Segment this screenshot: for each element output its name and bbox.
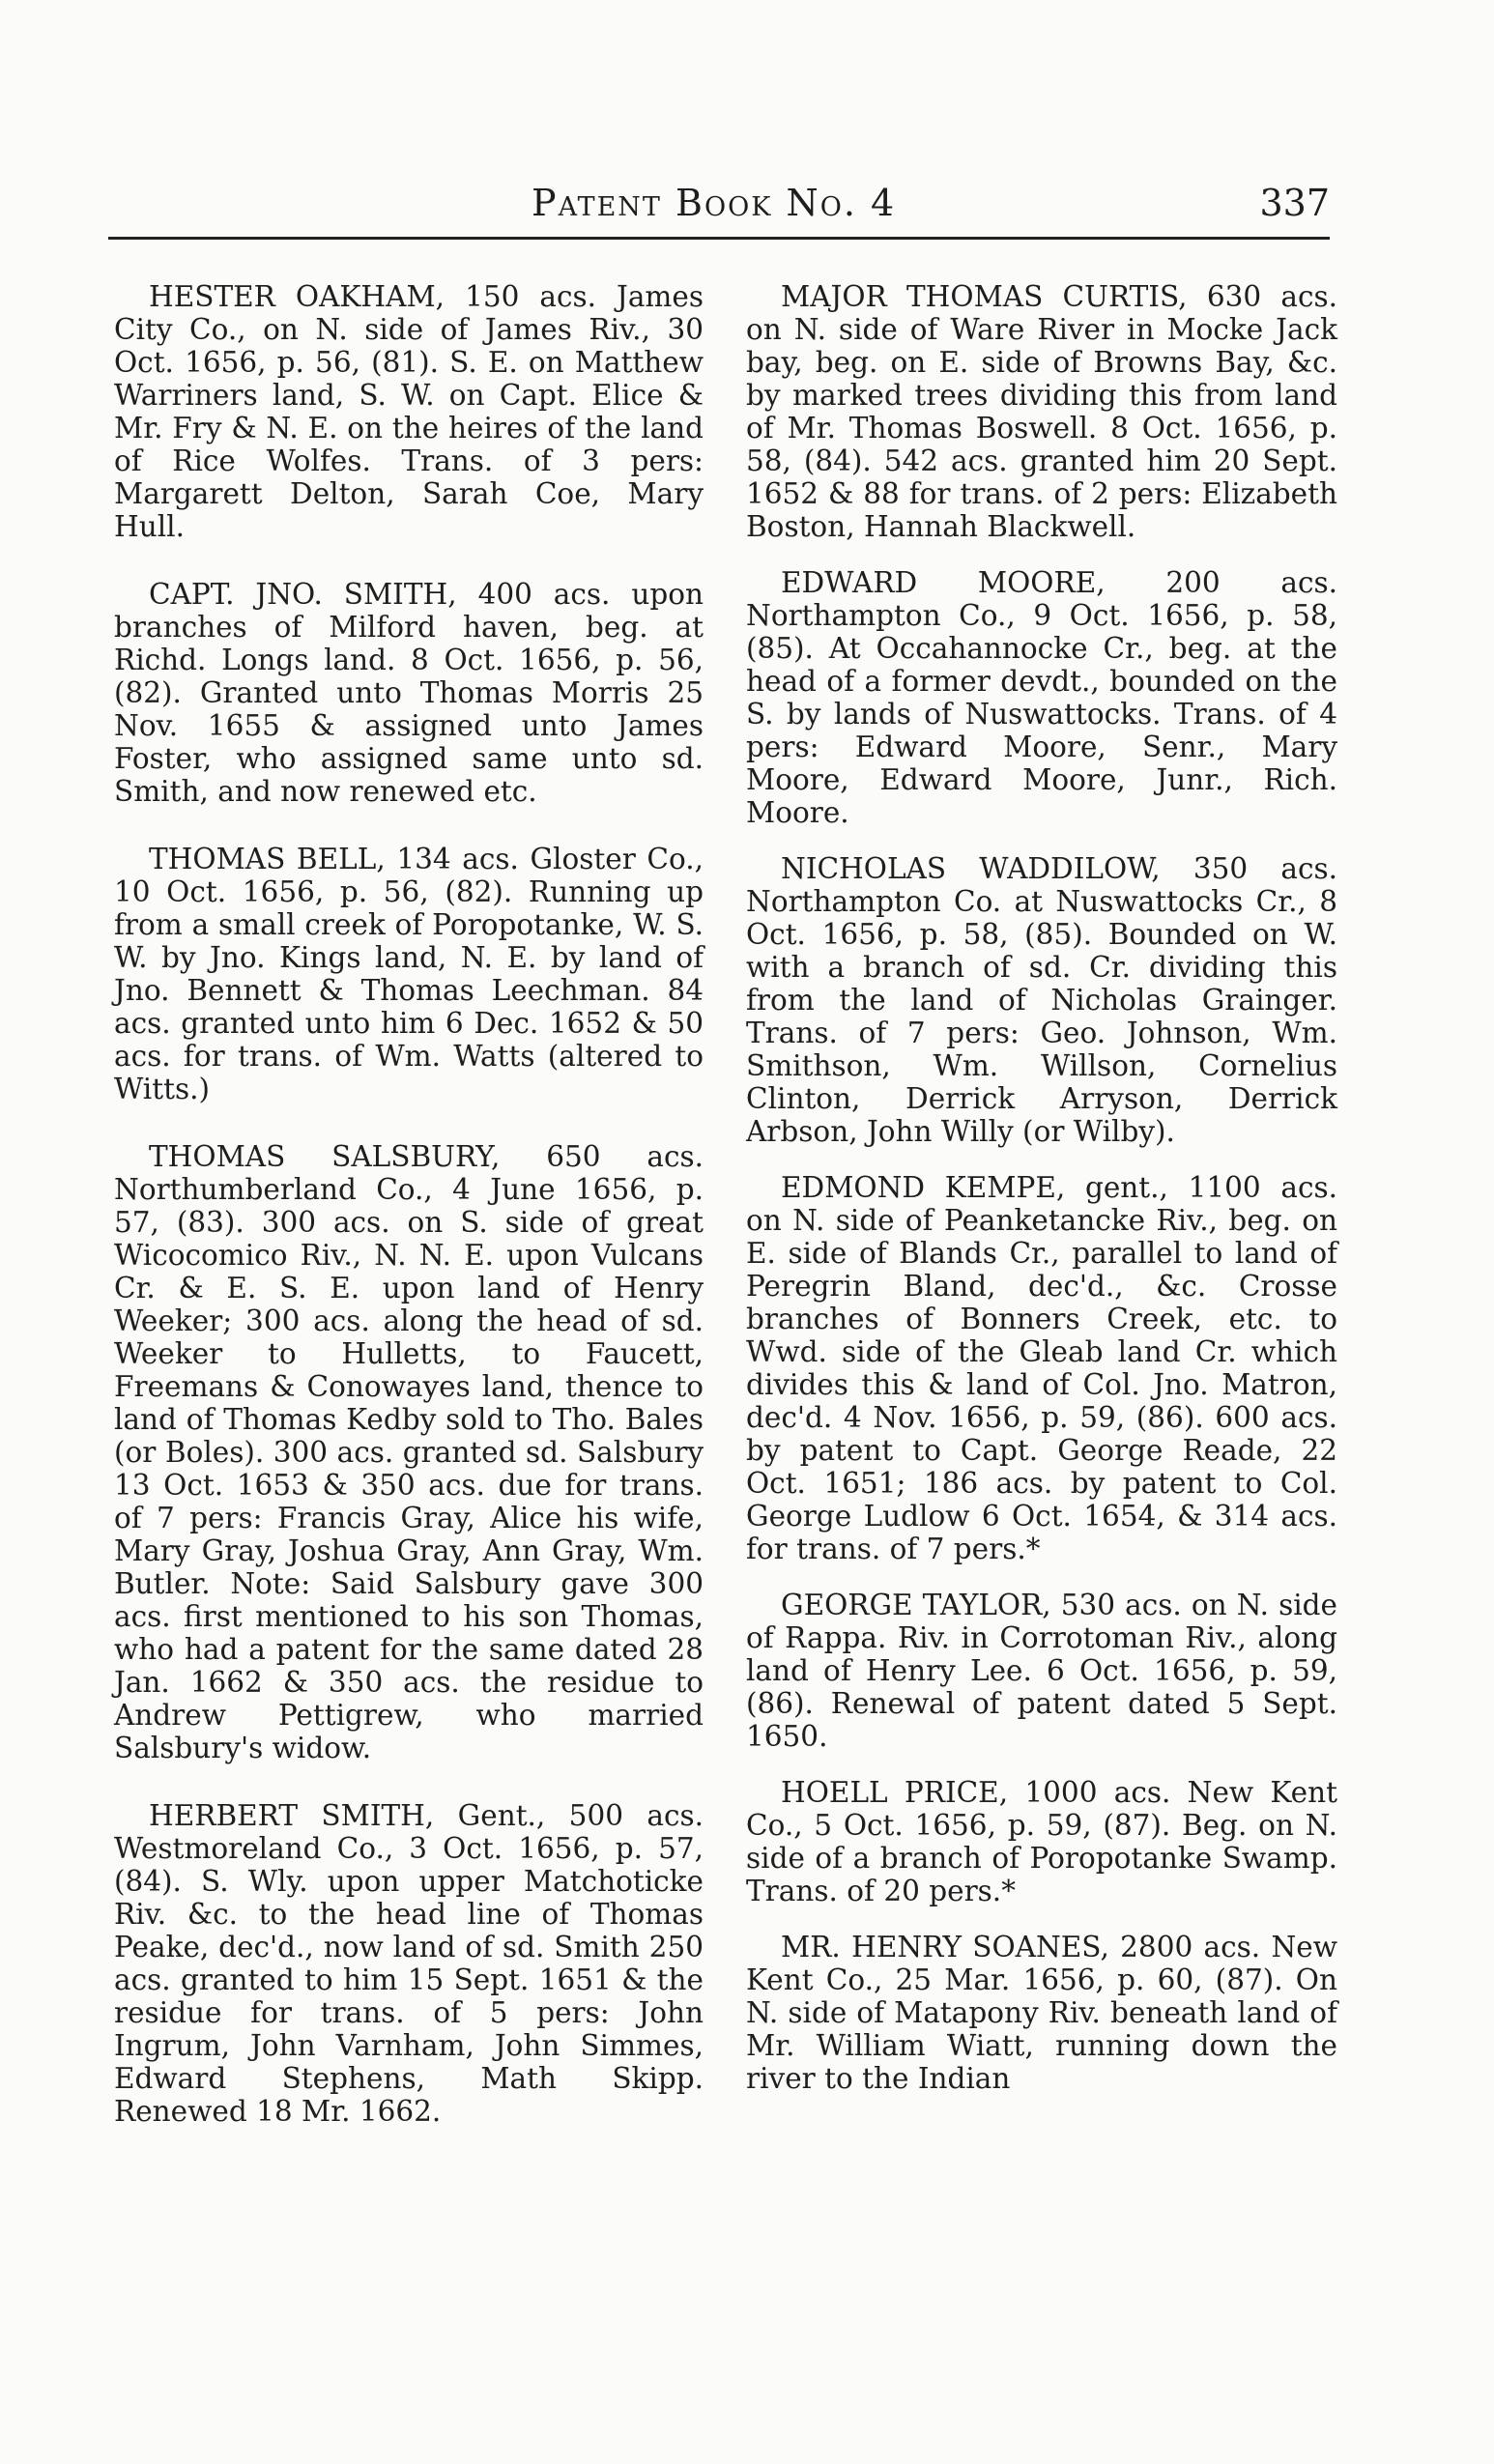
running-header <box>108 182 1330 236</box>
entry-text: 150 acs. James City Co., on N. side of James Riv., 30 Oct. 1656, p. 56, (81). S. E. on Matthew Warriners land, S. W. on Capt. Elice & Mr. Fry & N. E. on the heires of the land of Rice Wolfes. Trans. of 3 pers: Margarett Delton, Sarah Coe, Mary Hull. <box>114 280 704 543</box>
patentee-name: HERBERT SMITH, <box>149 1799 435 1832</box>
patentee-name: MR. HENRY SOANES, <box>781 1931 1109 1963</box>
patent-entry <box>746 1776 1337 1907</box>
entry-text: 1000 acs. New Kent Co., 5 Oct. 1656, p. 59, (87). Beg. on N. side of a branch of Poropotanke Swamp. Trans. of 20 pers.* <box>746 1776 1337 1907</box>
patent-entry <box>114 280 704 543</box>
patentee-name: THOMAS SALSBURY, <box>149 1140 501 1173</box>
running-title: Patent Book No. 4 <box>532 182 897 224</box>
patentee-name: NICHOLAS WADDILOW, <box>781 852 1161 885</box>
patent-entry <box>746 1589 1337 1753</box>
entry-text: 630 acs. on N. side of Ware River in Mocke Jack bay, beg. on E. side of Browns Bay, &c. by marked trees dividing this from land of Mr. Thomas Boswell. 8 Oct. 1656, p. 58, (84). 542 acs. granted him 20 Sept. 1652 & 88 for trans. of 2 pers: Elizabeth Boston, Hannah Blackwell. <box>746 280 1337 543</box>
entry-text: 350 acs. Northampton Co. at Nuswattocks Cr., 8 Oct. 1656, p. 58, (85). Bounded on W. with a branch of sd. Cr. dividing this from the land of Nicholas Grainger. Trans. of 7 pers: Geo. Johnson, Wm. Smithson, Wm. Willson, Cornelius Clinton, Derrick Arryson, Derrick Arbson, John Willy (or Wilby). <box>746 852 1337 1148</box>
patentee-name: MAJOR THOMAS CURTIS, <box>781 280 1188 313</box>
right-column <box>746 280 1337 2095</box>
header-rule <box>108 237 1330 240</box>
entry-text: 650 acs. Northumberland Co., 4 June 1656, p. 57, (83). 300 acs. on S. side of great Wicocomico Riv., N. N. E. upon Vulcans Cr. & E. S. E. upon land of Henry Weeker; 300 acs. along the head of sd. Weeker to Hulletts, to Faucett, Freemans & Conowayes land, thence to land of Thomas Kedby sold to Tho. Bales (or Boles). 300 acs. granted sd. Salsbury 13 Oct. 1653 & 350 acs. due for trans. of 7 pers: Francis Gray, Alice his wife, Mary Gray, Joshua Gray, Ann Gray, Wm. Butler. Note: Said Salsbury gave 300 acs. first mentioned to his son Thomas, who had a patent for the same dated 28 Jan. 1662 & 350 acs. the residue to Andrew Pettigrew, who married Salsbury's widow. <box>114 1140 704 1764</box>
entry-text: 400 acs. upon branches of Milford haven, beg. at Richd. Longs land. 8 Oct. 1656, p. 56, (82). Granted unto Thomas Morris 25 Nov. 1655 & assigned unto James Foster, who assigned same unto sd. Smith, and now renewed etc. <box>114 578 704 808</box>
patent-entry <box>746 852 1337 1148</box>
entry-text: gent., 1100 acs. on N. side of Peanketancke Riv., beg. on E. side of Blands Cr., parallel to land of Peregrin Bland, dec'd., &c. Crosse branches of Bonners Creek, etc. to Wwd. side of the Gleab land Cr. which divides this & land of Col. Jno. Matron, dec'd. 4 Nov. 1656, p. 59, (86). 600 acs. by patent to Capt. George Reade, 22 Oct. 1651; 186 acs. by patent to Col. George Ludlow 6 Oct. 1654, & 314 acs. for trans. of 7 pers.* <box>746 1171 1337 1565</box>
patent-entry <box>746 1931 1337 2095</box>
patentee-name: GEORGE TAYLOR, <box>781 1589 1051 1621</box>
patent-entry <box>746 280 1337 543</box>
entry-text: 134 acs. Gloster Co., 10 Oct. 1656, p. 56, (82). Running up from a small creek of Poropotanke, W. S. W. by Jno. Kings land, N. E. by land of Jno. Bennett & Thomas Leechman. 84 acs. granted unto him 6 Dec. 1652 & 50 acs. for trans. of Wm. Watts (altered to Witts.) <box>114 843 704 1105</box>
patentee-name: CAPT. JNO. SMITH, <box>149 578 457 611</box>
entry-text: 200 acs. Northampton Co., 9 Oct. 1656, p. 58, (85). At Occahannocke Cr., beg. at the head of a former devdt., bounded on the S. by lands of Nuswattocks. Trans. of 4 pers: Edward Moore, Senr., Mary Moore, Edward Moore, Junr., Rich. Moore. <box>746 566 1337 829</box>
patent-entry <box>114 843 704 1105</box>
left-column <box>114 280 704 2128</box>
patentee-name: HESTER OAKHAM, <box>149 280 445 313</box>
patentee-name: HOELL PRICE, <box>781 1776 1009 1809</box>
patentee-name: EDWARD MOORE, <box>781 566 1106 599</box>
entry-text: 2800 acs. New Kent Co., 25 Mar. 1656, p. 60, (87). On N. side of Matapony Riv. beneath land of Mr. William Wiatt, running down the river to the Indian <box>746 1931 1337 2095</box>
entry-text: Gent., 500 acs. Westmoreland Co., 3 Oct. 1656, p. 57, (84). S. Wly. upon upper Matchoticke Riv. &c. to the head line of Thomas Peake, dec'd., now land of sd. Smith 250 acs. granted to him 15 Sept. 1651 & the residue for trans. of 5 pers: John Ingrum, John Varnham, John Simmes, Edward Stephens, Math Skipp. Renewed 18 Mr. 1662. <box>114 1799 704 2128</box>
patentee-name: THOMAS BELL, <box>149 843 386 875</box>
page-number: 337 <box>1259 182 1330 224</box>
entry-text: 530 acs. on N. side of Rappa. Riv. in Corrotoman Riv., along land of Henry Lee. 6 Oct. 1656, p. 59, (86). Renewal of patent dated 5 Sept. 1650. <box>746 1589 1337 1753</box>
patent-entry <box>746 566 1337 829</box>
patentee-name: EDMOND KEMPE, <box>781 1171 1066 1204</box>
patent-entry <box>114 1799 704 2128</box>
patent-entry <box>114 1140 704 1764</box>
patent-entry <box>114 578 704 808</box>
patent-entry <box>746 1171 1337 1565</box>
